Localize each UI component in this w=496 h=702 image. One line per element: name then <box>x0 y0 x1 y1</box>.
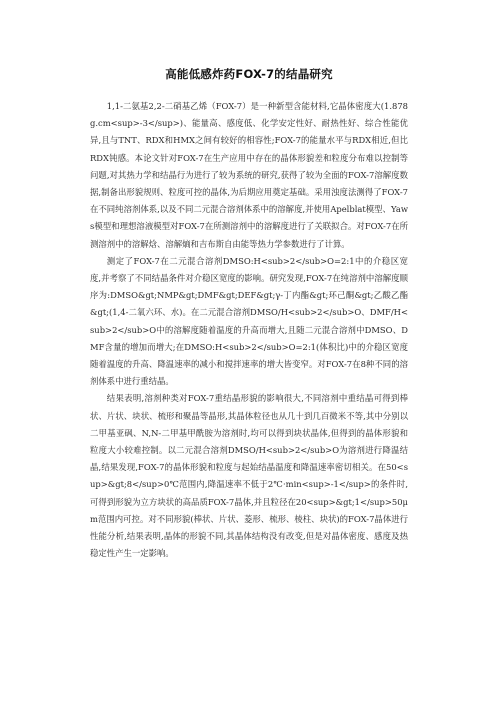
paragraph-2: 测定了FOX-7在二元混合溶剂DMSO:H<sub>2</sub>O=2:1中的介稳区宽度,并考察了不同结晶条件对介稳区宽度的影响。研究发现,FOX-7在纯溶剂中溶解度顺序为:DMSO&gt;NMP&gt;DMF&gt;DEF&gt;γ-丁内酯&gt;环己酮&gt;乙酸乙酯&gt;(1,4-二氧六环、水)。在二元混合溶剂DMSO/H<sub>2</sub>O、DMF/H<sub>2</sub>O中的溶解度随着温度的升高而增大,且随二元混合溶剂中DMSO、DMF含量的增加而增大;在DMSO:H<sub>2</sub>O=2:1(体积比)中的介稳区宽度随着温度的升高、降温速率的减小和搅拌速率的增大皆变窄。对FOX-7在8种不同的溶剂体系中进行重结晶。 <box>90 255 408 387</box>
paragraph-1: 1,1-二氨基2,2-二硝基乙烯（FOX-7）是一种新型含能材料,它晶体密度大(1.878g.cm<sup>-3</sup>)、能量高、感度低、化学安定性好、耐热性好、综合性能优异,且与TNT、RDX和HMX之间有较好的相容性;FOX-7的能量水平与RDX相近,但比RDX钝感。本论文针对FOX-7在生产应用中存在的晶体形貌差和粒度分布难以控制等问题,对其热力学和结晶行为进行了较为系统的研究,获得了较为全面的FOX-7溶解度数据,制备出形貌规则、粒度可控的晶体,为后期应用奠定基础。采用浊度法测得了FOX-7在不同纯溶剂体系,以及不同二元混合溶剂体系中的溶解度,并使用Apelblat模型、Yaws模型和理想溶液模型对FOX-7在所测溶剂中的溶解度进行了关联拟合。对FOX-7在所测溶剂中的溶解焓、溶解熵和吉布斯自由能等热力学参数进行了计算。 <box>90 101 408 249</box>
paragraph-3: 结果表明,溶剂种类对FOX-7重结晶形貌的影响很大,不同溶剂中重结晶可得到棒状、片状、块状、梳形和聚晶等晶形,其晶体粒径也从几十到几百微米不等,其中分别以二甲基亚砜、N,N-二甲基甲酰胺为溶剂时,均可以得到块状晶体,但得到的晶体形貌和粒度大小较难控制。以二元混合溶剂DMSO/H<sub>2</sub>O为溶剂进行降温结晶,结果发现,FOX-7的晶体形貌和粒度与起始结晶温度和降温速率密切相关。在50<sup>&gt;8</sup>0℃范围内,降温速率不低于2℃·min<sup>-1</sup>的条件时,可得到形貌为立方块状的高品质FOX-7晶体,并且粒径在20<sup>&gt;1</sup>50μm范围内可控。对不同形貌(棒状、片状、菱形、梳形、棱柱、块状)的FOX-7晶体进行性能分析,结果表明,晶体的形貌不同,其晶体结构没有改变,但是对晶体密度、感度及热稳定性产生一定影响。 <box>90 393 408 559</box>
document-title: 高能低感炸药FOX-7的结晶研究 <box>165 67 333 81</box>
